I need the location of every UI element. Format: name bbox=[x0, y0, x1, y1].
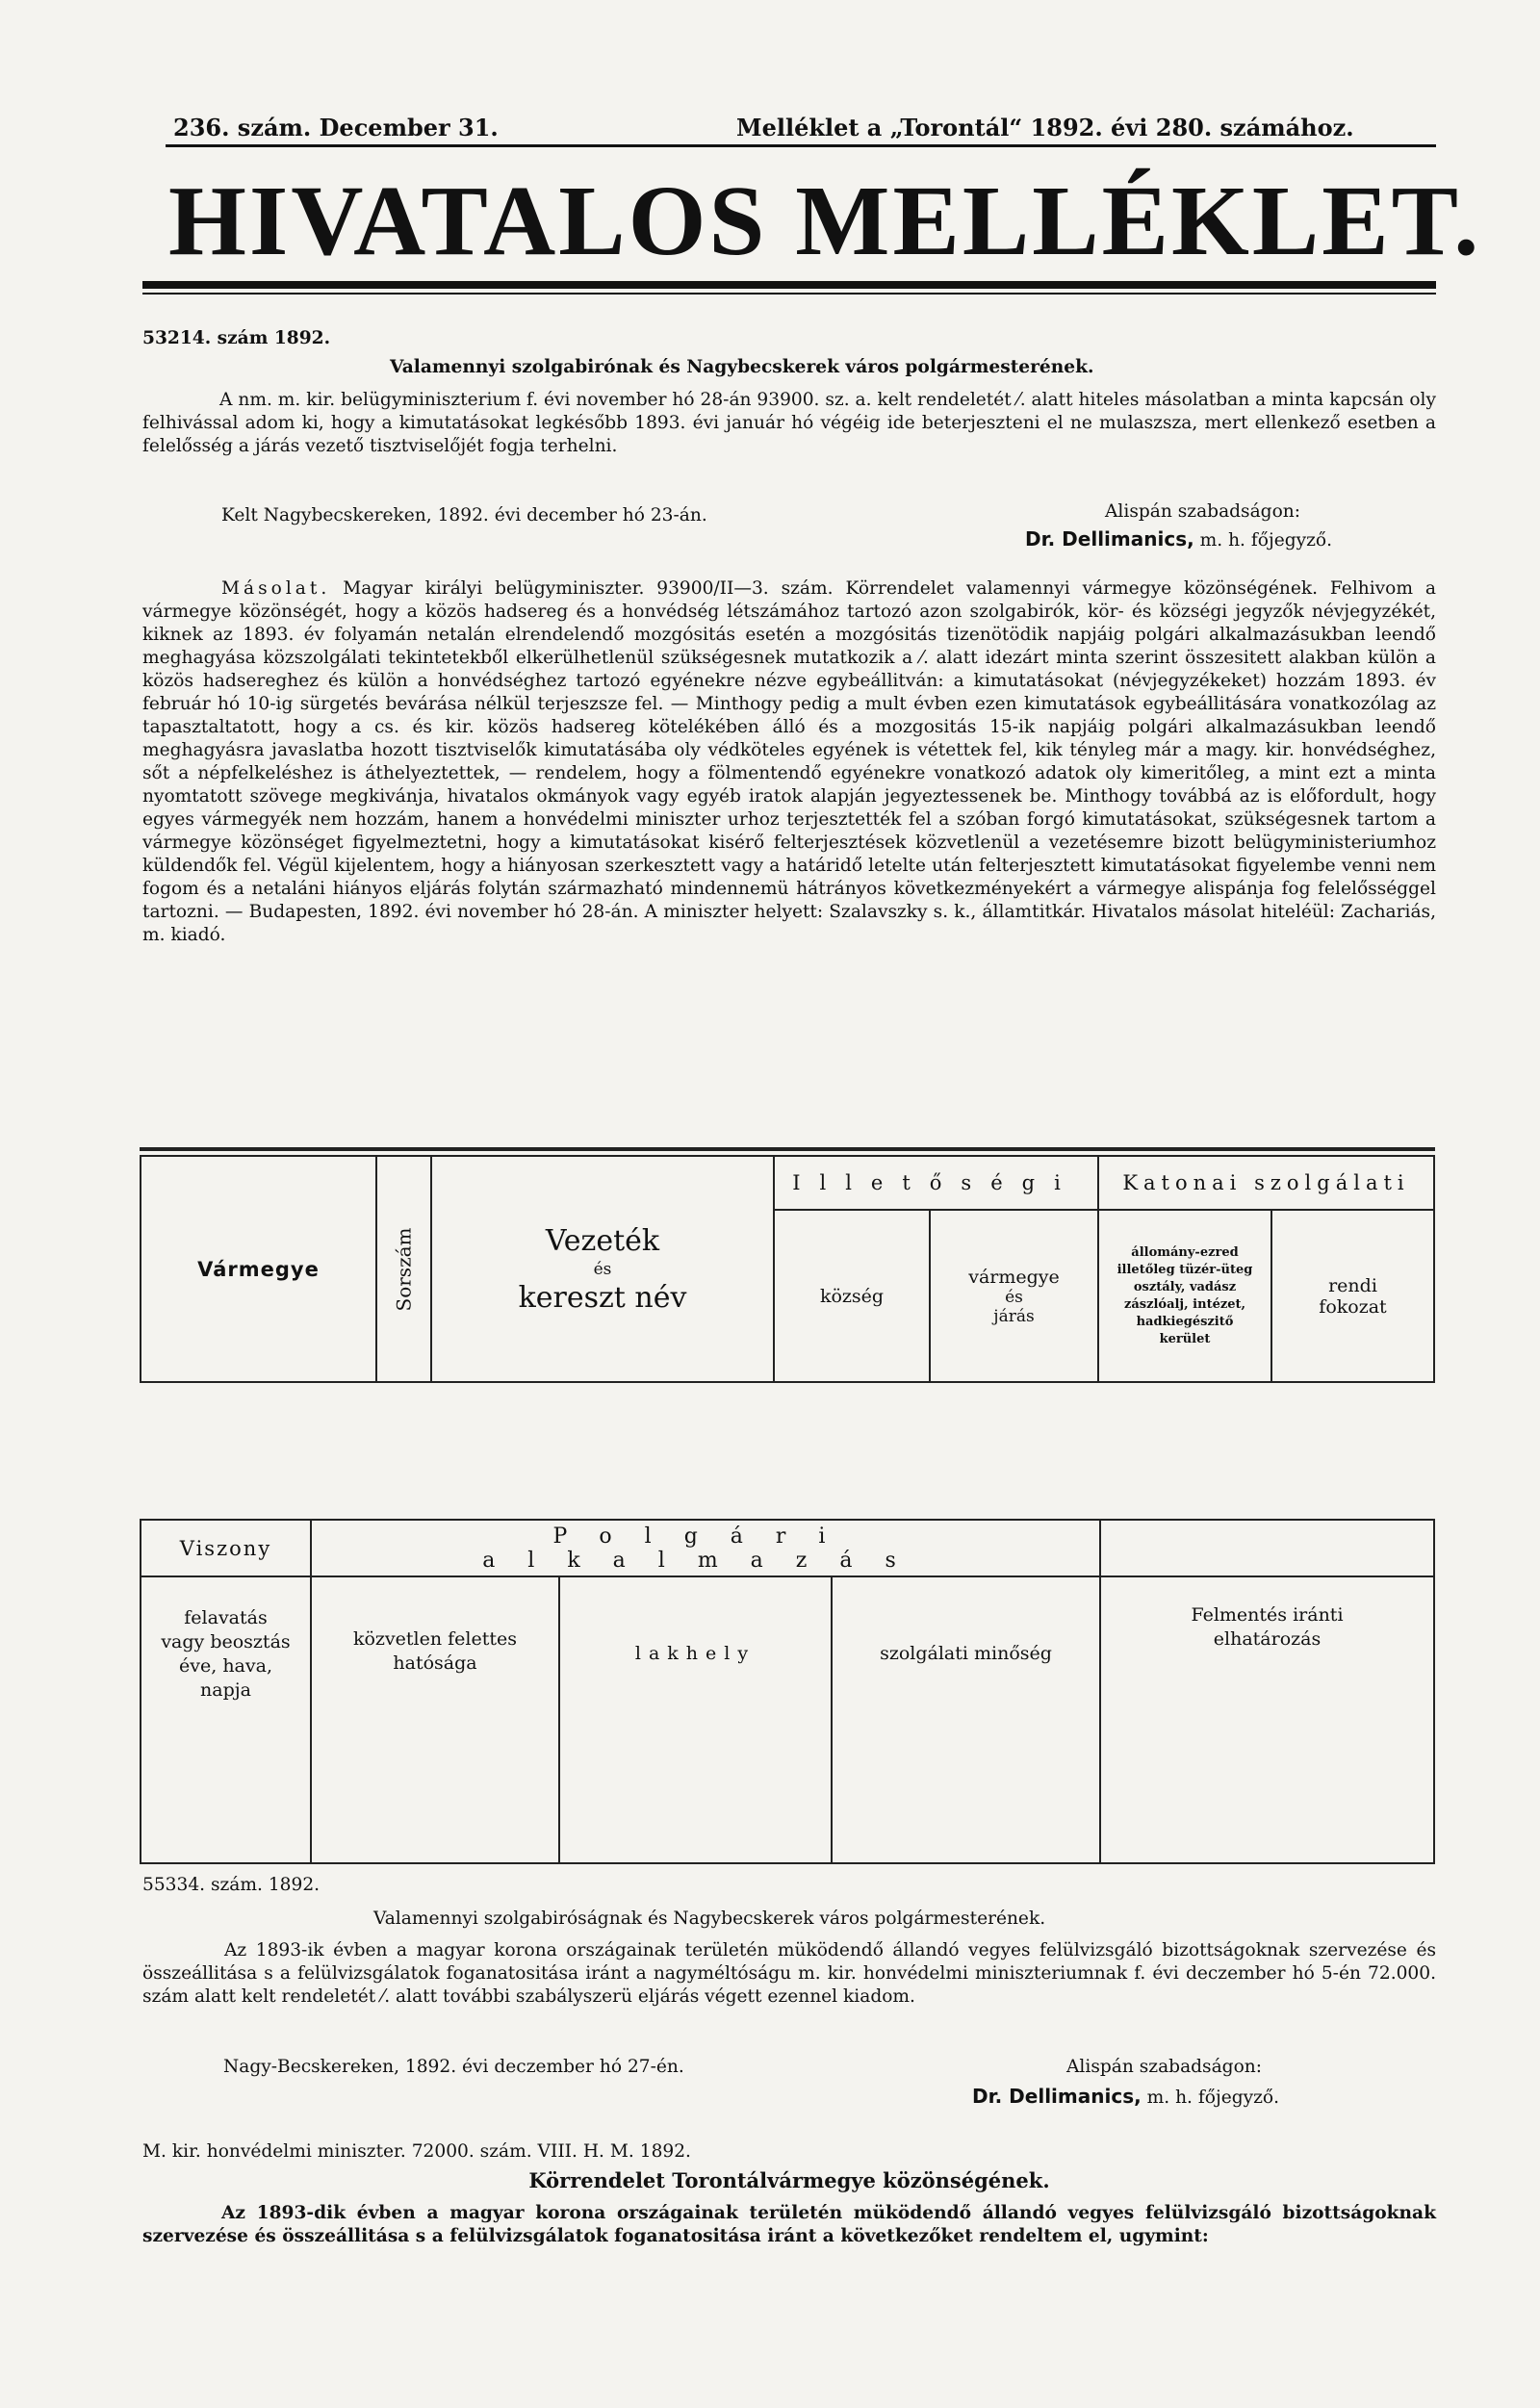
page-title: HIVATALOS MELLÉKLET. bbox=[168, 166, 1482, 276]
header-varmegye: Vármegye bbox=[197, 1257, 320, 1281]
title-rule-thin bbox=[142, 293, 1436, 295]
header-name: Vezeték és kereszt név bbox=[518, 1223, 687, 1315]
header-felmentes: Felmentés iránti elhatározás bbox=[1191, 1604, 1344, 1650]
circular2-title: Körrendelet Torontálvármegye közönségének. bbox=[528, 2168, 1050, 2192]
header-felavatas: felavatás vagy beosztás éve, hava, napja bbox=[161, 1607, 291, 1701]
title-rule-thick bbox=[142, 281, 1436, 289]
circular2-header: M. kir. honvédelmi miniszter. 72000. szám. VIII. H. M. 1892. bbox=[142, 2141, 691, 2162]
table1-right-border bbox=[1433, 1155, 1435, 1383]
copy-text: Magyar királyi belügyminiszter. 93900/II—3. szám. Körrendelet valamennyi vármegye közönségének. Felhivom a vármegye közönségét, hogy a közös hadsereg és a honvédség létszámához tartozó azon szolgabirók, kör- és községi jegyzők névjegyzékét, kiknek az 1893. év folyamán netalán elrendelendő mozgósitás esetén a mozgósitás tizenötödik napjáig polgári alkalmazásukban leendő meghagyása közszolgálati tekintetekből elkerülhetlenül szükségesnek mutatkozik a ⁄. alatt idezárt minta szerint összesitett alakban külön a közös hadsereghez és külön a honvédséghez tartozó egyénekre nézve egybeállitván: a kimutatásokat (névjegyzékeket) hozzám 1893. év február hó 10-ig sürgetés bevárása nélkül terjeszsze fel. — Minthogy pedig a mult évben ezen kimutatások egybeállitására vonatkozólag az tapasztaltatott, hogy a cs. és kir. közös hadsereg kötelékében álló és a mozgositás 15-ik napjáig polgári alkalmazásukban leendő meghagyásra javaslatba hozott tisztviselők kimutatásába oly védköteles egyének is vétettek fel, kik tényleg már a magy. kir. honvédséghez, sőt a népfelkeléshez is áthelyeztettek, — rendelem, hogy a fölmentendő egyénekre vonatkozó adatok oly kimeritőleg, a mint ezt a minta nyomtatott szövege megkivánja, hivatalos okmányok vagy egyéb iratok alapján jegyeztessenek be. Minthogy továbbá az is előfordult, hogy egyes vármegyék nem hozzám, hanem a honvédelmi miniszter urhoz terjesztették fel a szóban forgó kimutatásokat, szükségesnek tartom a vármegye közönséget figyelmeztetni, hogy a kimutatásokat kisérő felterjesztések közvetlenül a vezetésemre bizott belügyministeriumhoz küldendők fel. Végül kijelentem, hogy a hiányosan szerkesztett vagy a határidő letelte után felterjesztett kimutatásokat figyelembe venni nem fogom és a netaláni hiányos eljárás folytán származható mindennemü hátrányos következményekért a vármegye alispánja fog felelősséggel tartozni. — Budapesten, 1892. évi november hó 28-án. A miniszter helyett: Szalavszky s. k., államtitkár. Hivatalos másolat hiteléül: Zachariás, m. kiadó. bbox=[142, 578, 1436, 945]
header-rendi-fokozat: rendi fokozat bbox=[1319, 1274, 1387, 1318]
decree2-signature bbox=[972, 2085, 1279, 2110]
circular2-body: Az 1893-dik évben a magyar korona országainak területén müködendő állandó vegyes felülvizsgáló bizottságoknak szervezése és összeállitása s a felülvizsgálatok foganatositása iránt a következőket rendeltem el, ugymint: bbox=[142, 2203, 1436, 2246]
decree-signature bbox=[1025, 527, 1332, 552]
decree2-address: Valamennyi szolgabiróságnak és Nagybecskerek város polgármesterének. bbox=[373, 1908, 1046, 1929]
header-sorszam: Sorszám bbox=[392, 1227, 416, 1311]
header-szolgalati-minoseg: szolgálati minőség bbox=[880, 1643, 1052, 1664]
signature2-title: m. h. főjegyző. bbox=[1146, 2088, 1280, 2108]
signature2-name: Dr. Dellimanics, bbox=[972, 2085, 1142, 2108]
circular-copy bbox=[142, 577, 1436, 947]
table1-top-rule bbox=[140, 1147, 1435, 1151]
supplement-note: Melléklet a „Torontál“ 1892. évi 280. számához. bbox=[736, 114, 1354, 141]
header-allomany: állomány-ezred illetőleg tüzér-üteg osztály, vadász zászlóalj, intézet, hadkiegészitő kerület bbox=[1116, 1244, 1253, 1346]
decree2-sign-role: Alispán szabadságon: bbox=[1066, 2057, 1263, 2077]
decree2-dated: Nagy-Becskereken, 1892. évi deczember hó 27-én. bbox=[223, 2057, 684, 2077]
header-hatosag: közvetlen felettes hatósága bbox=[352, 1628, 518, 1674]
decree-number: 53214. szám 1892. bbox=[142, 328, 331, 348]
header-viszony: Viszony bbox=[179, 1536, 272, 1560]
table2-right-border bbox=[1433, 1519, 1435, 1864]
copy-label: Másolat. bbox=[221, 578, 331, 599]
header-group-illetoseg: Illetőségi bbox=[792, 1171, 1080, 1194]
signature-title: m. h. főjegyző. bbox=[1199, 530, 1333, 551]
table1-bottom-rule bbox=[140, 1381, 1435, 1383]
table2-bottom-rule bbox=[140, 1862, 1435, 1864]
header-group-polgari: Polgári alkalmazás bbox=[482, 1524, 929, 1573]
signature-name: Dr. Dellimanics, bbox=[1025, 527, 1194, 551]
header-lakhely: lakhely bbox=[634, 1643, 757, 1664]
header-group-katonai: Katonai szolgálati bbox=[1122, 1171, 1410, 1194]
decree-sign-role: Alispán szabadságon: bbox=[1105, 501, 1301, 522]
decree-address: Valamennyi szolgabirónak és Nagybecskerek város polgármesterének. bbox=[390, 357, 1094, 377]
decree-dated: Kelt Nagybecskereken, 1892. évi december hó 23-án. bbox=[221, 505, 707, 525]
issue-number: 236. szám. December 31. bbox=[173, 114, 499, 141]
decree2-body: Az 1893-ik évben a magyar korona országainak területén müködendő állandó vegyes felülvizsgáló bizottságoknak szervezése és összeállitása s a felülvizsgálatok foganatositása iránt a nagyméltóságu m. kir. honvédelmi miniszteriumnak f. évi deczember hó 5-én 72.000. szám alatt kelt rendeletét ⁄. alatt további szabályszerü eljárás végett ezennel kiadom. bbox=[142, 1940, 1436, 2007]
header-varmegye-jaras: vármegye és járás bbox=[968, 1266, 1060, 1326]
header-rule bbox=[166, 144, 1436, 147]
header-kozseg: község bbox=[819, 1285, 885, 1307]
decree-body: A nm. m. kir. belügyminiszterium f. évi november hó 28-án 93900. sz. a. kelt rendeletét ⁄. alatt hiteles másolatban a minta kapcsán oly felhivással adom ki, hogy a kimutatásokat legkésőbb 1893. évi január hó végéig ide beterjeszteni el ne mulaszsza, mert ellenkező esetben a felelősség a járás vezető tisztviselőjét fogja terhelni. bbox=[142, 390, 1437, 456]
decree2-number: 55334. szám. 1892. bbox=[142, 1875, 321, 1895]
